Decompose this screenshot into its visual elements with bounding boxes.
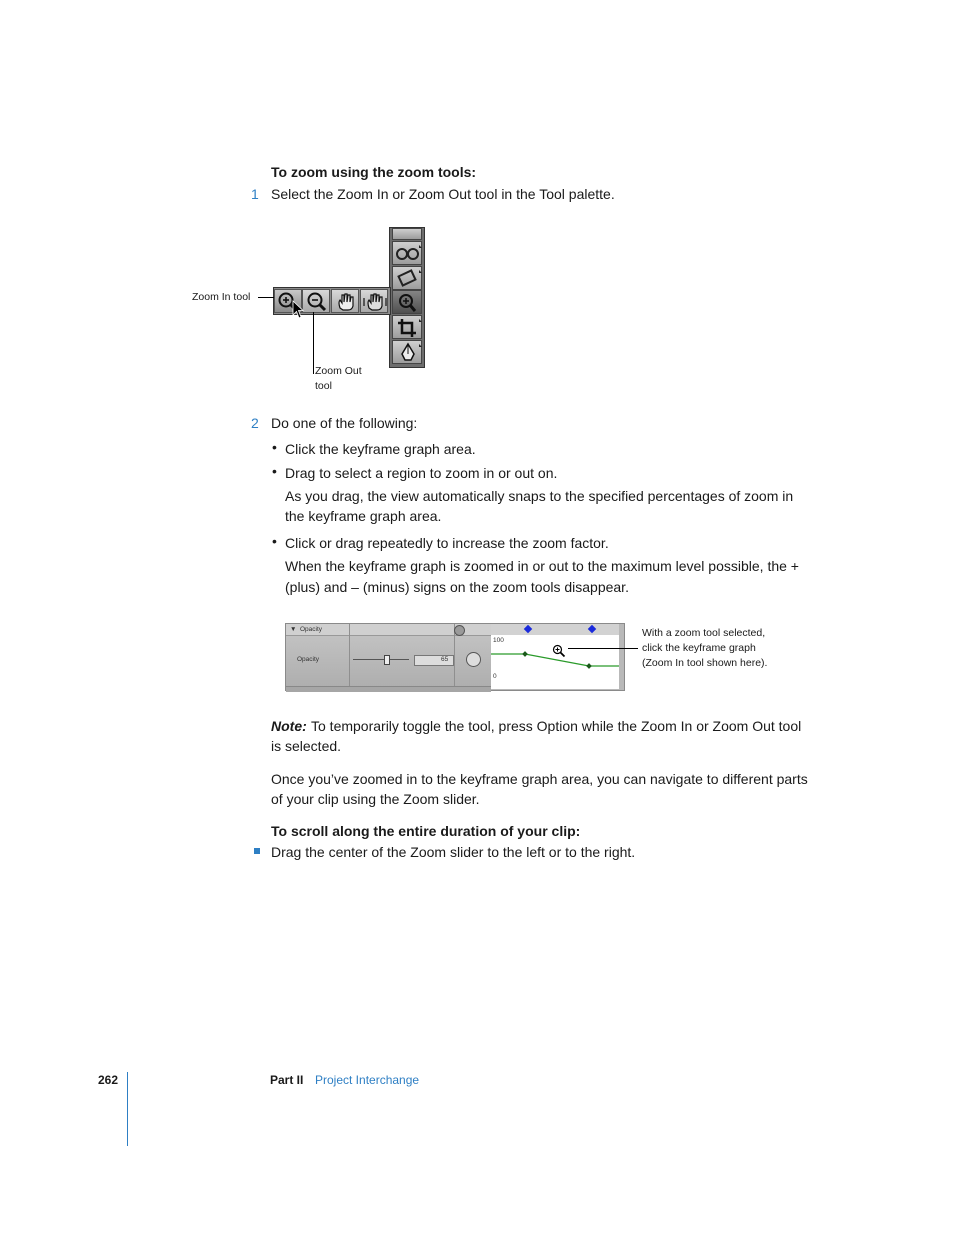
- step-number: 2: [251, 415, 259, 431]
- hand-icon: [331, 289, 359, 313]
- zoom-in-cursor-icon: [552, 644, 566, 658]
- page-number: 262: [98, 1073, 119, 1087]
- cursor-arrow-icon: [292, 300, 306, 320]
- bullet-dot: •: [272, 439, 277, 455]
- bullet-detail-line: As you drag, the view automatically snaps to the specified percentages of zoom in: [285, 488, 794, 504]
- disclosure-triangle-icon: ▼: [290, 626, 297, 633]
- step-text: Select the Zoom In or Zoom Out tool in the Tool palette.: [271, 186, 615, 202]
- zoom-tool-icon: [392, 290, 422, 314]
- zoom-out-tool-label-line1: Zoom Out: [315, 365, 362, 377]
- footer-rule: [127, 1072, 128, 1146]
- list-item: Click the keyframe graph area.: [285, 441, 476, 457]
- keyframe-editor-figure: [285, 623, 625, 691]
- keyframe-marker-icon: [588, 625, 596, 633]
- list-item: Drag to select a region to zoom in or out on.: [285, 465, 558, 481]
- graph-callout-line: [568, 648, 638, 649]
- distort-tool-icon: [392, 241, 422, 265]
- zoom-in-callout-line: [258, 297, 274, 298]
- parameter-label: Opacity: [297, 656, 320, 663]
- note-text: To temporarily toggle the tool, press Option while the Zoom In or Zoom Out tool: [311, 718, 802, 734]
- figure2-caption-line3: (Zoom In tool shown here).: [642, 657, 768, 669]
- opacity-value: 65: [441, 656, 449, 663]
- graph-min-label: 0: [493, 673, 497, 680]
- bullet-detail-line: the keyframe graph area.: [285, 508, 442, 524]
- footer-part: Part II: [270, 1073, 304, 1087]
- footer-section-link[interactable]: Project Interchange: [315, 1073, 420, 1087]
- figure2-caption-line1: With a zoom tool selected,: [642, 627, 766, 639]
- zoom-in-tool-label: Zoom In tool: [192, 291, 251, 303]
- next-section-row: [286, 686, 491, 692]
- step-text: Do one of the following:: [271, 415, 418, 431]
- section-label: Opacity: [300, 626, 323, 633]
- note-label: Note:: [271, 718, 307, 734]
- zoom-out-icon: [302, 289, 330, 313]
- bullet-dot: •: [272, 463, 277, 479]
- opacity-slider-track: [353, 659, 409, 660]
- bullet-detail-line: When the keyframe graph is zoomed in or out to the maximum level possible, the +: [285, 558, 799, 574]
- task-heading: To scroll along the entire duration of your clip:: [271, 823, 581, 839]
- zoom-out-tool-label-line2: tool: [315, 380, 332, 392]
- pen-tool-icon: [392, 340, 422, 364]
- zoom-out-callout-line: [313, 312, 314, 374]
- reset-icon: [454, 625, 465, 636]
- keyframe-graph: [491, 635, 619, 689]
- note-text: is selected.: [271, 738, 342, 754]
- parameter-panel: [286, 624, 491, 690]
- task-bullet-icon: [254, 848, 260, 854]
- column-divider: [349, 624, 350, 692]
- paragraph-line: Once you’ve zoomed in to the keyframe graph area, you can navigate to different parts: [271, 771, 808, 787]
- graph-max-label: 100: [493, 637, 504, 644]
- scrub-hand-icon: [360, 289, 388, 313]
- step-number: 1: [251, 186, 259, 202]
- crop-tool-icon: [392, 315, 422, 339]
- figure2-caption-line2: click the keyframe graph: [642, 642, 756, 654]
- paragraph-line: of your clip using the Zoom slider.: [271, 791, 480, 807]
- list-item: Click or drag repeatedly to increase the zoom factor.: [285, 535, 609, 551]
- bullet-detail-line: (plus) and – (minus) signs on the zoom tools disappear.: [285, 579, 629, 595]
- task-bullet-text: Drag the center of the Zoom slider to the left or to the right.: [271, 844, 636, 860]
- keyframe-marker-icon: [524, 625, 532, 633]
- task-heading: To zoom using the zoom tools:: [271, 164, 477, 180]
- opacity-slider-thumb: [384, 655, 390, 665]
- bullet-dot: •: [272, 533, 277, 549]
- add-keyframe-icon: [466, 652, 481, 667]
- rotate-tool-icon: [392, 228, 422, 240]
- crop-shape-tool-icon: [392, 266, 422, 290]
